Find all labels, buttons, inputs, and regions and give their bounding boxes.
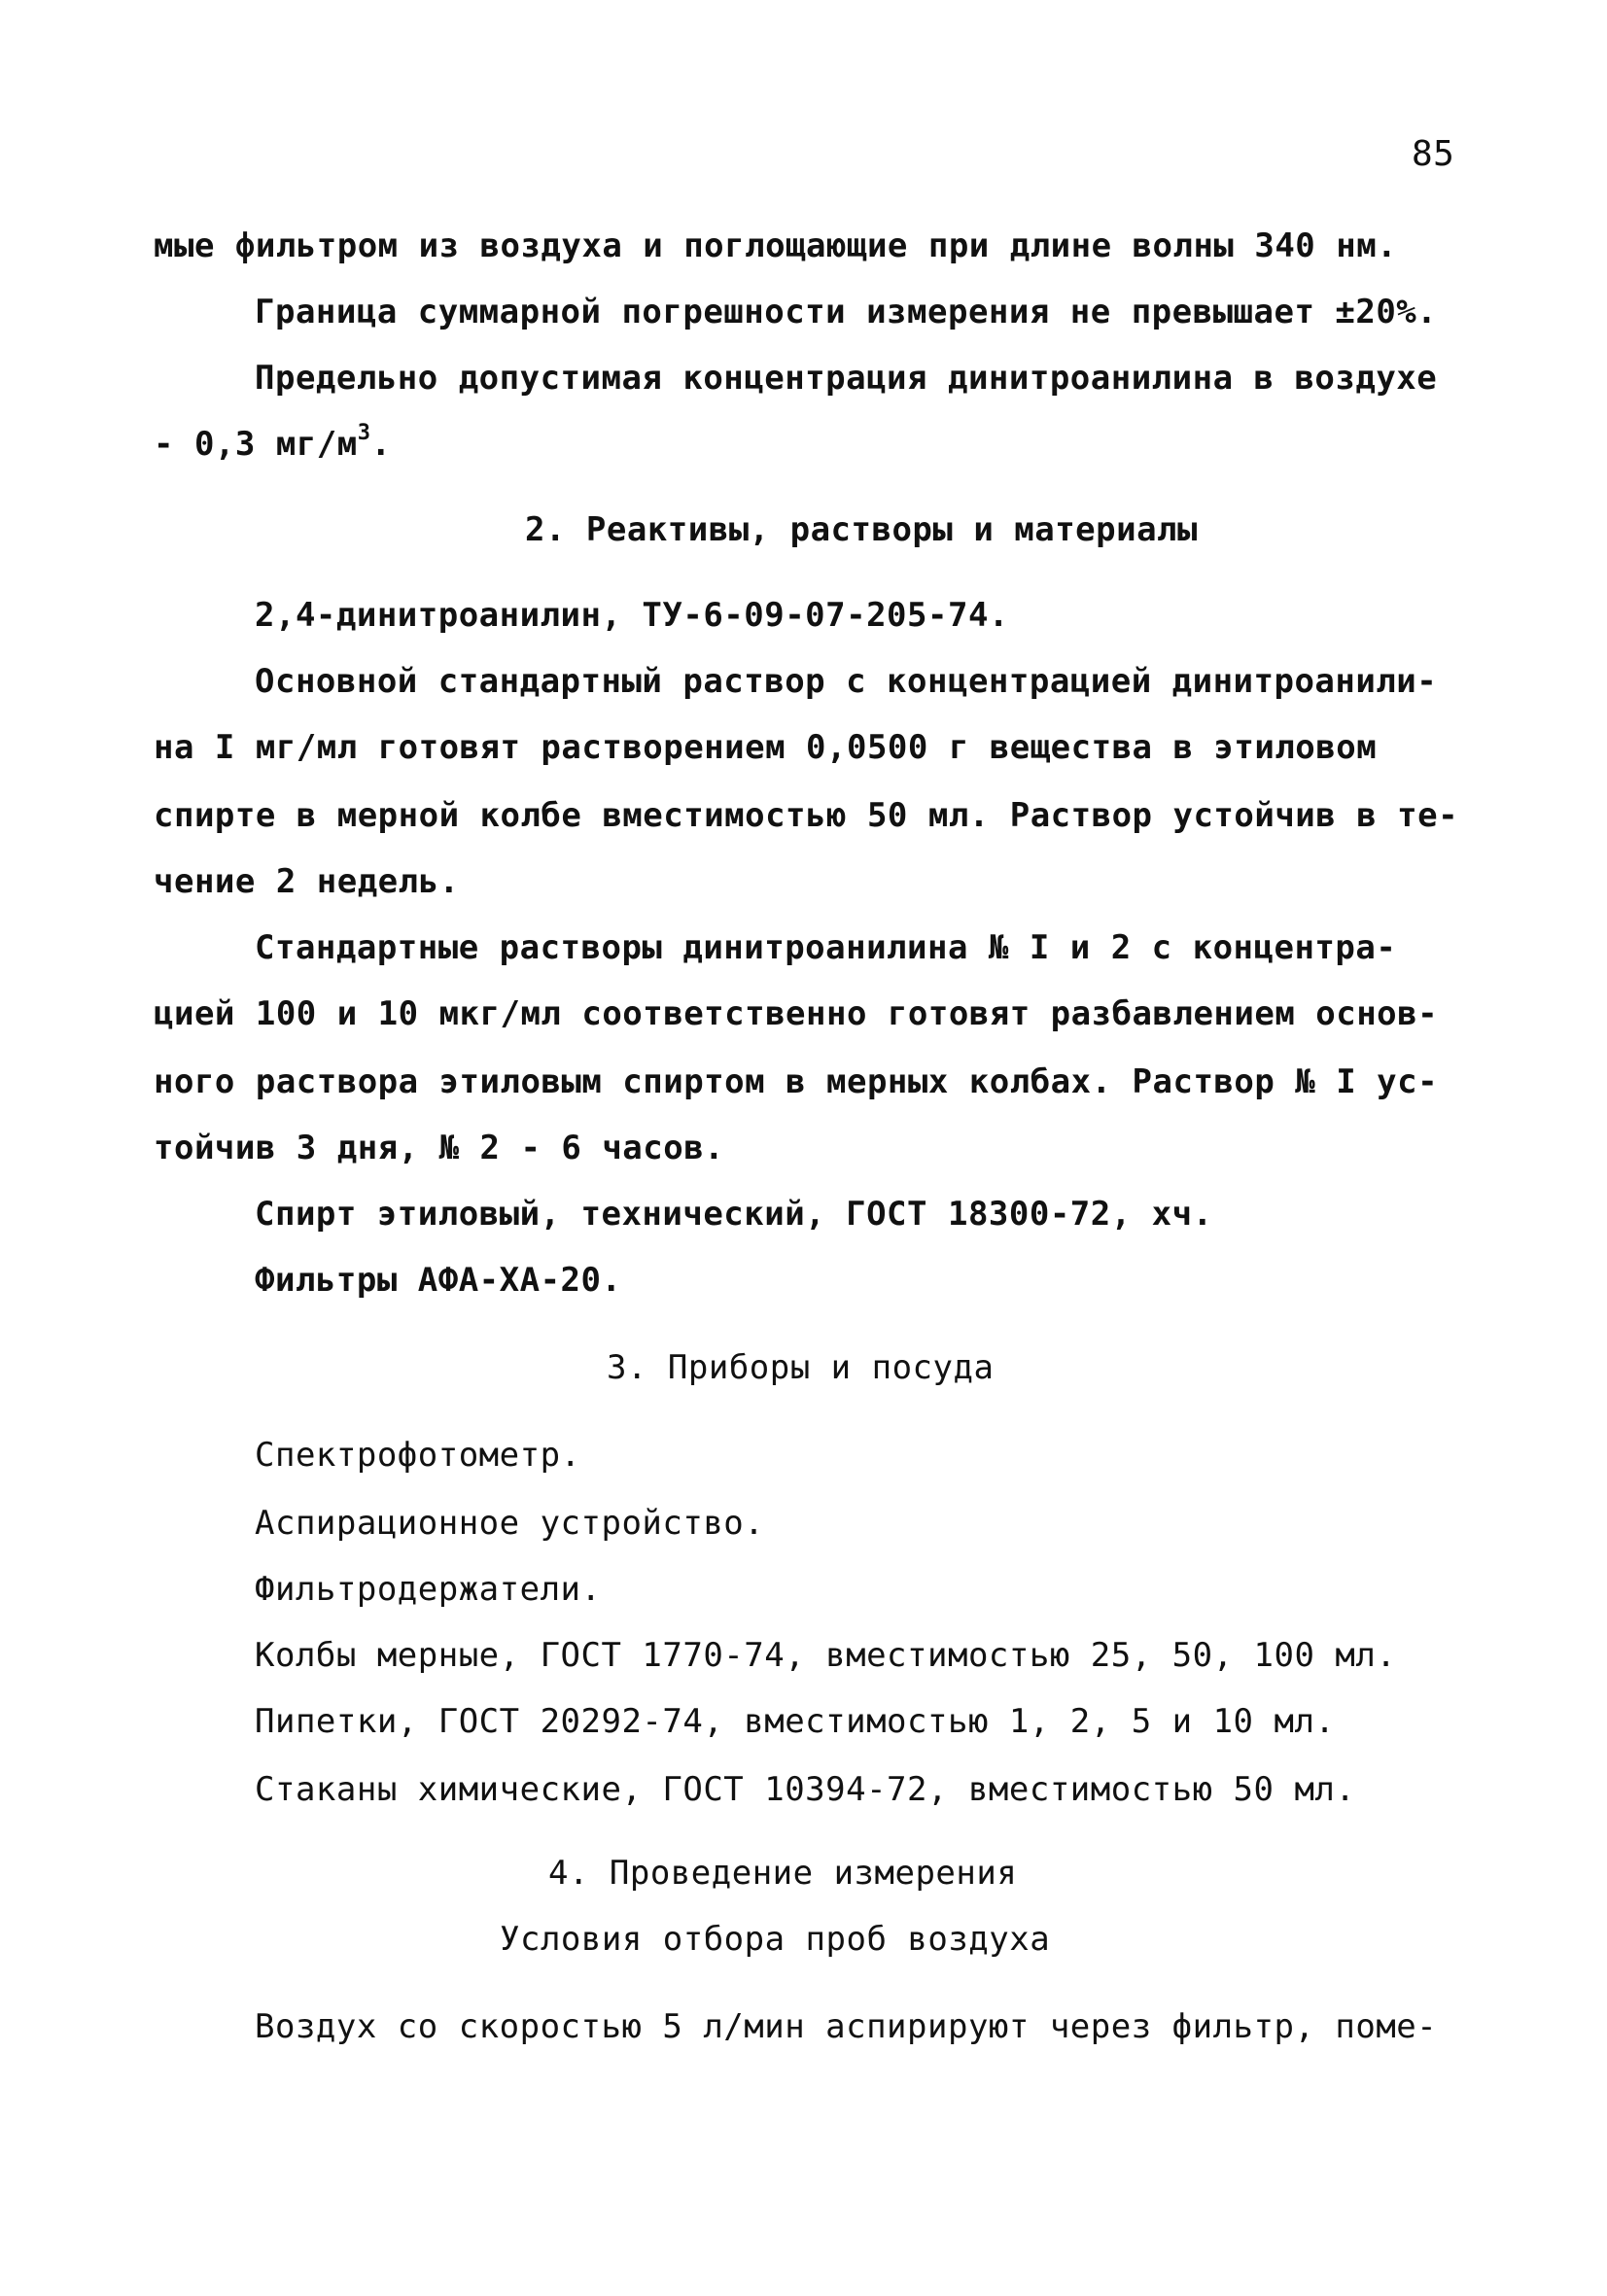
section-4-subheading: Условия отбора проб воздуха [500, 1920, 1051, 1959]
superscript-cubed: 3 [357, 420, 371, 445]
section-2-line: Фильтры АФА-ХА-20. [255, 1261, 622, 1300]
section-2-line: на I мг/мл готовят растворением 0,0500 г вещества в этиловом [154, 728, 1378, 767]
section-4-line: Воздух со скоростью 5 л/мин аспирируют через фильтр, поме- [255, 2007, 1438, 2046]
section-2-line: спирте в мерной колбе вместимостью 50 мл. Раствор устойчив в те- [154, 796, 1459, 835]
section-2-line: Спирт этиловый, технический, ГОСТ 18300-72, хч. [255, 1195, 1213, 1234]
section-2-line: ного раствора этиловым спиртом в мерных колбах. Раствор № I ус- [154, 1062, 1439, 1101]
section-2-line: Основной стандартный раствор с концентрацией динитроанили- [255, 662, 1438, 701]
section-2-line: чение 2 недель. [154, 862, 460, 901]
section-3-line: Пипетки, ГОСТ 20292-74, вместимостью 1, 2, 5 и 10 мл. [255, 1702, 1336, 1741]
section-2-line: 2,4-динитроанилин, ТУ-6-09-07-205-74. [255, 596, 1009, 635]
section-2-heading: 2. Реактивы, растворы и материалы [525, 510, 1199, 549]
section-3-heading: 3. Приборы и посуда [607, 1348, 995, 1387]
section-2-line: тойчив 3 дня, № 2 - 6 часов. [154, 1129, 725, 1167]
intro-line-4-text: - 0,3 мг/м [154, 425, 358, 464]
intro-line-3: Предельно допустимая концентрация динитроанилина в воздухе [255, 359, 1438, 398]
section-3-line: Спектрофотометр. [255, 1436, 581, 1475]
intro-line-4-end: . [370, 425, 392, 464]
intro-line-2: Граница суммарной погрешности измерения не превышает ±20%. [255, 293, 1438, 331]
section-3-line: Колбы мерные, ГОСТ 1770-74, вместимостью 25, 50, 100 мл. [255, 1636, 1397, 1675]
section-4-heading: 4. Проведение измерения [548, 1854, 1018, 1893]
section-3-line: Фильтродержатели. [255, 1570, 602, 1609]
section-2-line: Стандартные растворы динитроанилина № I и 2 с концентра- [255, 928, 1397, 967]
intro-line-1: мые фильтром из воздуха и поглощающие при длине волны 340 нм. [154, 226, 1398, 265]
section-2-line: цией 100 и 10 мкг/мл соответственно готовят разбавлением основ- [154, 994, 1439, 1033]
section-3-line: Стаканы химические, ГОСТ 10394-72, вместимостью 50 мл. [255, 1770, 1356, 1809]
section-3-line: Аспирационное устройство. [255, 1504, 765, 1543]
intro-line-4 [154, 420, 392, 465]
page-number: 85 [1412, 134, 1455, 174]
